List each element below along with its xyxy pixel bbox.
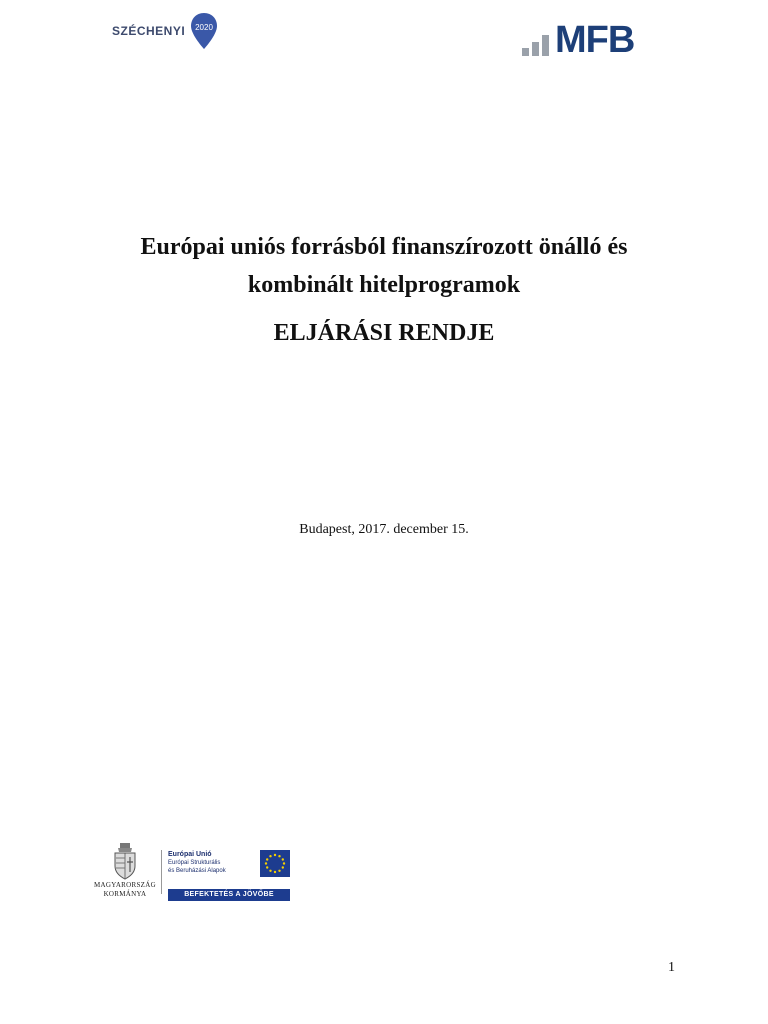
coat-of-arms-icon <box>111 842 139 880</box>
mfb-logo-text: MFB <box>555 19 635 61</box>
logo-divider <box>161 850 162 894</box>
government-name <box>94 881 156 899</box>
document-title-line-1: Európai uniós forrásból finanszírozott önálló és <box>140 234 628 260</box>
page-number: 1 <box>668 960 675 975</box>
mfb-logo <box>522 19 635 61</box>
eu-funds-logo <box>168 842 290 901</box>
document-title-block <box>60 228 708 352</box>
mfb-logo-bar <box>532 42 539 56</box>
government-name-line-1: MAGYARORSZÁG <box>94 881 156 889</box>
document-title-line-2: kombinált hitelprogramok <box>247 272 521 298</box>
mfb-logo-bar <box>522 48 529 56</box>
eu-slogan-banner: BEFEKTETÉS A JÖVŐBE <box>168 889 290 901</box>
footer-logos <box>93 842 290 901</box>
government-name-line-2: KORMÁNYA <box>103 890 147 898</box>
mfb-logo-bar <box>542 35 549 56</box>
hungarian-government-logo <box>93 842 157 899</box>
szechenyi-2020-logo <box>112 12 219 50</box>
szechenyi-logo-text: SZÉCHENYI <box>112 24 186 38</box>
location-pin-icon <box>189 12 219 50</box>
eu-flag-icon <box>260 850 290 877</box>
eu-subtitle-line-1: Európai Strukturális <box>168 860 221 866</box>
place-and-date: Budapest, 2017. december 15. <box>299 522 469 537</box>
eu-title: Európai Unió <box>168 851 212 858</box>
document-subtitle: ELJÁRÁSI RENDJE <box>273 320 495 346</box>
szechenyi-logo-year: 2020 <box>195 23 214 32</box>
eu-subtitle-line-2: és Beruházási Alapok <box>168 868 226 874</box>
